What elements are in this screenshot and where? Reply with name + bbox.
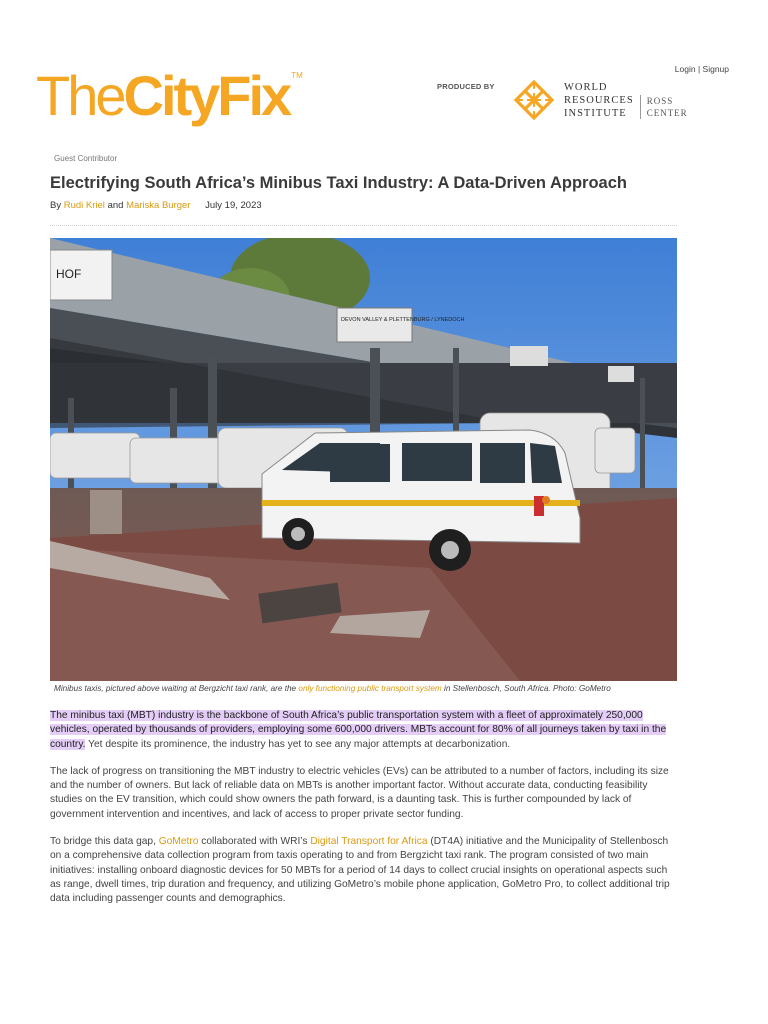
paragraph-1: The minibus taxi (MBT) industry is the backbone of South Africa’s public transportation system with a fleet of approximately 250,000 vehicles, operated by thousands of providers, employing some 600,000 drivers. MBTs account for 80% of all journeys taken by taxi in the country. Yet despite its prominence, the industry has yet to see any major attempts at decarbonization. [50, 710, 667, 750]
author-link-rudi-kriel[interactable]: Rudi Kriel [63, 200, 105, 211]
hero-sign-hof: HOF [56, 267, 82, 281]
publish-date: July 19, 2023 [205, 200, 262, 211]
produced-by-label: PRODUCED BY [437, 82, 495, 91]
link-digital-transport-for-africa[interactable]: Digital Transport for Africa [310, 836, 428, 848]
photo-caption: Minibus taxis, pictured above waiting at Bergzicht taxi rank, are the only functioning public transport system in Stellenbosch, South Africa. Photo: GoMetro [54, 684, 611, 693]
article-category[interactable]: Guest Contributor [54, 154, 118, 163]
wri-ross-logo[interactable] [514, 80, 688, 120]
login-link[interactable]: Login [674, 64, 696, 74]
wri-name: WORLD RESOURCES INSTITUTE [564, 81, 634, 119]
article-byline: By Rudi Kriel and Mariska Burger July 19, 2023 [50, 200, 262, 211]
hero-photo-minibus-taxis [50, 238, 677, 681]
article-body [50, 709, 680, 920]
highlighted-text: The minibus taxi (MBT) industry is the backbone of South Africa’s public transportation system with a fleet of approximately 250,000 vehicles, operated by thousands of providers, employing some 600,000 drivers. MBTs account for 80% of all journeys taken by taxi in the country. [50, 710, 667, 750]
signup-link[interactable]: Signup [702, 64, 729, 74]
logo-trademark: TM [291, 71, 303, 80]
wri-diamond-mark-icon [514, 80, 554, 120]
link-gometro[interactable]: GoMetro [158, 836, 199, 848]
logo-part-cityfix: CityFix [123, 64, 290, 127]
ross-center-name: ROSS CENTER [640, 95, 688, 119]
article-title: Electrifying South Africa’s Minibus Taxi Industry: A Data-Driven Approach [50, 174, 627, 192]
caption-link-public-transport[interactable]: only functioning public transport system [298, 684, 442, 693]
paragraph-3: To bridge this data gap, GoMetro collaborated with WRI’s Digital Transport for Africa (DT4A) initiative and the Municipality of Stellenbosch on a comprehensive data collection program from taxis operating to and from Bergzicht taxi rank. The program consisted of two main initiatives: installing onboard diagnostic devices for 50 MBTs for a period of 14 days to collect crucial insights on operational aspects such as range, dwell times, trip duration and frequency, and utilizing GoMetro’s mobile phone application, GoMetro Pro, to collect additional trip data including passenger counts and demographics. [50, 836, 670, 905]
title-divider [50, 225, 677, 226]
account-links [675, 64, 729, 74]
author-link-mariska-burger[interactable]: Mariska Burger [126, 200, 191, 211]
link-separator: | [695, 64, 703, 74]
thecityfix-logo[interactable] [36, 63, 303, 135]
paragraph-2: The lack of progress on transitioning the MBT industry to electric vehicles (EVs) can be attributed to a number of factors, including its size and the number of owners. But lack of reliable data on MBTs is another important factor. Without accurate data, conducting feasibility studies on the EV transition, which could show owners the path forward, is a daunting task. This is further compounded by lack of government intervention and incentives, and lack of access to proper private sector funding. [50, 765, 669, 820]
hero-sign-devon-valley: DEVON VALLEY & PLETTENBURG / LYNEDOCH [341, 317, 465, 323]
logo-part-the: The [36, 64, 124, 127]
